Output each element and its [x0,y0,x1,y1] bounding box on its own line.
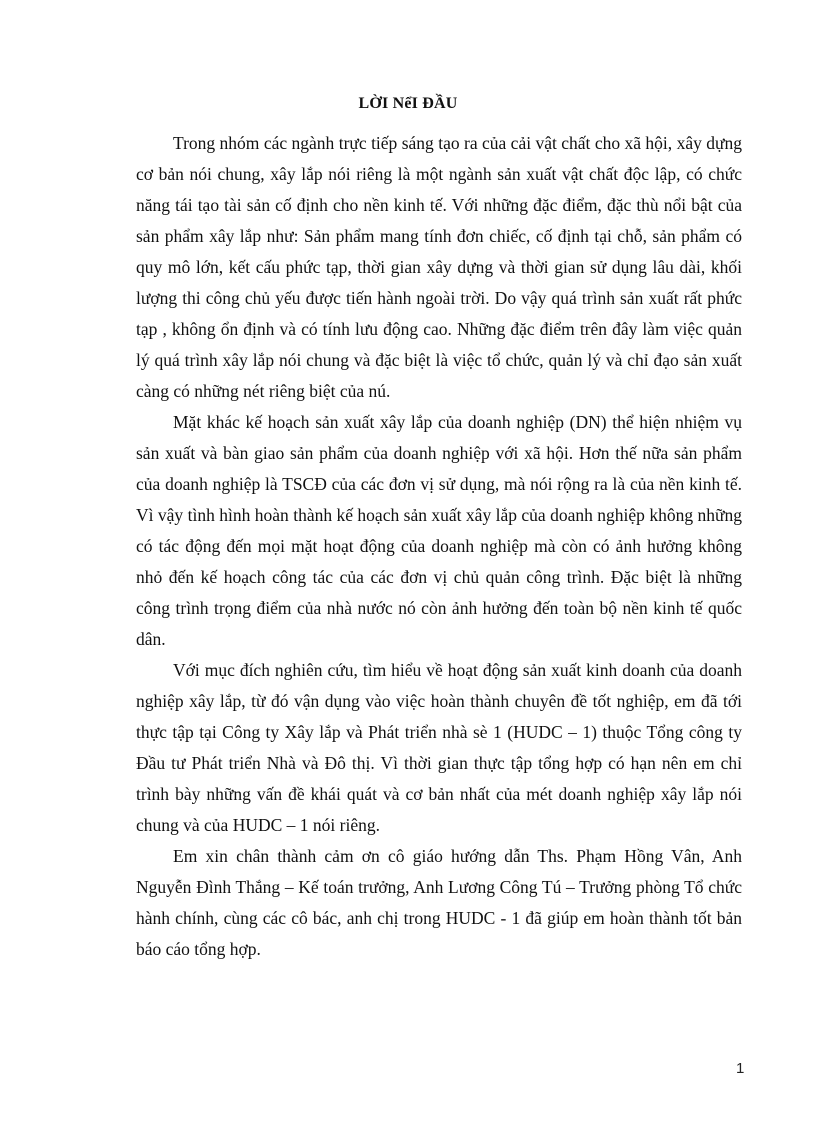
page-title: LỜI NểI ĐẦU [358,95,458,112]
paragraph-3: Với mục đích nghiên cứu, tìm hiểu về hoạt động sản xuất kinh doanh của doanh nghiệp xây lắp, từ đó vận dụng vào việc hoàn thành chuyên đề tốt nghiệp, em đã tới thực tập tại Công ty Xây lắp và Phát triển nhà sè 1 (HUDC – 1) thuộc Tổng công ty Đầu tư Phát triển Nhà và Đô thị. Vì thời gian thực tập tổng hợp có hạn nên em chỉ trình bày những vấn đề khái quát và cơ bản nhất của mét doanh nghiệp xây lắp nói chung và của HUDC – 1 nói riêng. [136,660,742,835]
paragraph-1: Trong nhóm các ngành trực tiếp sáng tạo ra của cải vật chất cho xã hội, xây dựng cơ bản nói chung, xây lắp nói riêng là một ngành sản xuất vật chất độc lập, có chức năng tái tạo tài sản cố định cho nền kinh tế. Với những đặc điểm, đặc thù nổi bật của sản phẩm xây lắp như: Sản phẩm mang tính đơn chiếc, cố định tại chỗ, sản phẩm có quy mô lớn, kết cấu phức tạp, thời gian xây dựng và thời gian sử dụng lâu dài, khối lượng thi công chủ yếu được tiến hành ngoài trời. Do vậy quá trình sản xuất rất phức tạp , không ổn định và có tính lưu động cao. Những đặc điểm trên đây làm việc quản lý quá trình xây lắp nói chung và đặc biệt là việc tổ chức, quản lý và chỉ đạo sản xuất càng có những nét riêng biệt của nú. [136,133,742,401]
document-body [136,128,742,965]
paragraph-2: Mặt khác kế hoạch sản xuất xây lắp của doanh nghiệp (DN) thể hiện nhiệm vụ sản xuất và bàn giao sản phẩm của doanh nghiệp với xã hội. Hơn thế nữa sản phẩm của doanh nghiệp là TSCĐ của các đơn vị sử dụng, mà nói rộng ra là của nền kinh tế. Vì vậy tình hình hoàn thành kế hoạch sản xuất xây lắp của doanh nghiệp không những có tác động đến mọi mặt hoạt động của doanh nghiệp mà còn có ảnh hưởng không nhỏ đến kế hoạch công tác của các đơn vị chủ quản công trình. Đặc biệt là những công trình trọng điểm của nhà nước nó còn ảnh hưởng đến toàn bộ nền kinh tế quốc dân. [136,412,742,649]
paragraph-4: Em xin chân thành cảm ơn cô giáo hướng dẫn Ths. Phạm Hồng Vân, Anh Nguyễn Đình Thắng – Kế toán trưởng, Anh Lương Công Tú – Trưởng phòng Tổ chức hành chính, cùng các cô bác, anh chị trong HUDC - 1 đã giúp em hoàn thành tốt bản báo cáo tổng hợp. [136,846,742,959]
page-number: 1 [736,1060,745,1077]
